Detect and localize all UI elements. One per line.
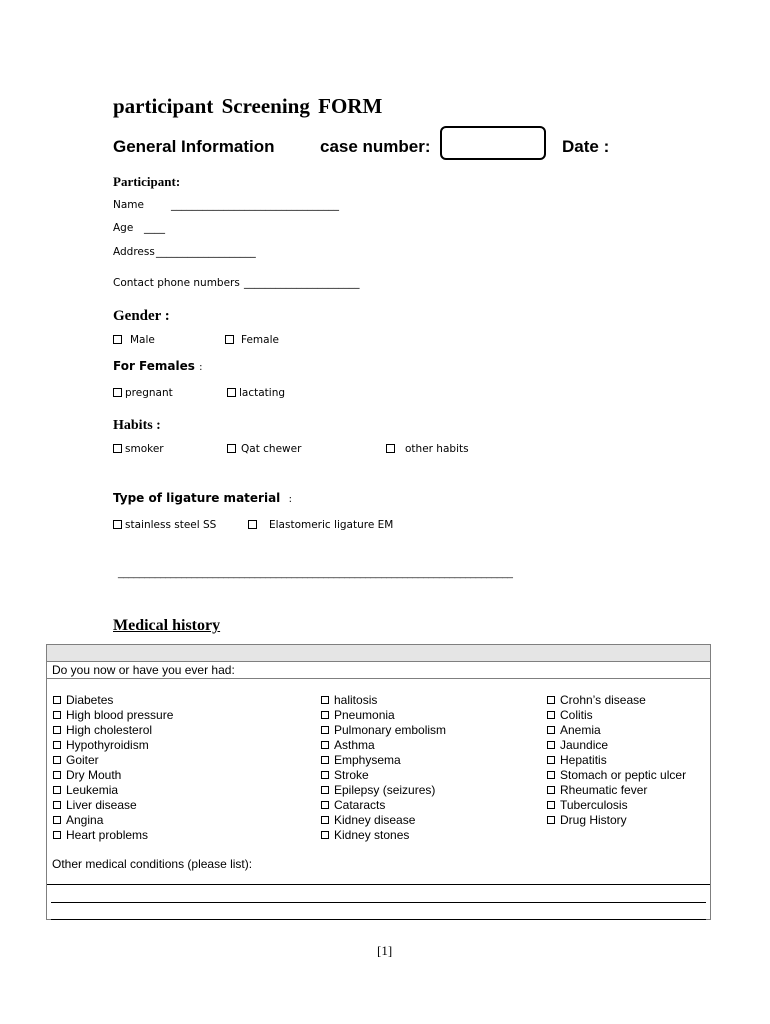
other-conditions-line[interactable] bbox=[51, 919, 706, 920]
checkbox-icon[interactable] bbox=[53, 741, 61, 749]
condition-item[interactable]: Epilepsy (seizures) bbox=[321, 783, 446, 798]
female-option-label: lactating bbox=[239, 387, 286, 399]
condition-item[interactable]: Cataracts bbox=[321, 798, 446, 813]
for-females-label: For Females bbox=[113, 359, 195, 373]
condition-item[interactable]: Kidney disease bbox=[321, 813, 446, 828]
ligature-option-label: stainless steel SS bbox=[125, 519, 217, 531]
checkbox-icon[interactable] bbox=[53, 831, 61, 839]
checkbox-icon[interactable] bbox=[321, 741, 329, 749]
checkbox-icon[interactable] bbox=[547, 696, 555, 704]
checkbox-icon[interactable] bbox=[547, 741, 555, 749]
condition-item[interactable]: Pulmonary embolism bbox=[321, 723, 446, 738]
condition-item[interactable]: Emphysema bbox=[321, 753, 446, 768]
conditions-column-3 bbox=[547, 693, 686, 828]
name-label: Name bbox=[113, 199, 144, 211]
table-divider-line bbox=[47, 884, 710, 885]
checkbox-icon[interactable] bbox=[53, 771, 61, 779]
medical-history-heading: Medical history bbox=[113, 617, 221, 634]
for-females-heading bbox=[113, 359, 202, 373]
checkbox-icon[interactable] bbox=[321, 801, 329, 809]
phone-label: Contact phone numbers bbox=[113, 277, 240, 289]
condition-item[interactable]: Crohn’s disease bbox=[547, 693, 686, 708]
checkbox-icon[interactable] bbox=[321, 816, 329, 824]
condition-item[interactable]: Kidney stones bbox=[321, 828, 446, 843]
case-number-label: case number: bbox=[320, 137, 431, 156]
condition-item[interactable]: Hypothyroidism bbox=[53, 738, 173, 753]
checkbox-icon[interactable] bbox=[113, 335, 122, 344]
checkbox-icon[interactable] bbox=[547, 786, 555, 794]
ligature-option-ss[interactable] bbox=[113, 519, 216, 531]
conditions-column-1 bbox=[53, 693, 173, 843]
condition-item[interactable]: High cholesterol bbox=[53, 723, 173, 738]
condition-item[interactable]: Goiter bbox=[53, 753, 173, 768]
checkbox-icon[interactable] bbox=[53, 726, 61, 734]
female-option-lactating[interactable] bbox=[227, 387, 285, 399]
checkbox-icon[interactable] bbox=[248, 520, 257, 529]
checkbox-icon[interactable] bbox=[547, 771, 555, 779]
checkbox-icon[interactable] bbox=[547, 801, 555, 809]
checkbox-icon[interactable] bbox=[547, 726, 555, 734]
checkbox-icon[interactable] bbox=[321, 831, 329, 839]
case-number-field[interactable] bbox=[440, 126, 546, 160]
other-conditions-label: Other medical conditions (please list): bbox=[52, 857, 253, 871]
checkbox-icon[interactable] bbox=[386, 444, 395, 453]
condition-item[interactable]: Dry Mouth bbox=[53, 768, 173, 783]
checkbox-icon[interactable] bbox=[53, 816, 61, 824]
ligature-label: Type of ligature material bbox=[113, 491, 281, 505]
condition-item[interactable]: Stroke bbox=[321, 768, 446, 783]
section-separator: ___________________________________________________________________________ bbox=[118, 568, 513, 579]
condition-item[interactable]: Colitis bbox=[547, 708, 686, 723]
date-label: Date : bbox=[562, 137, 610, 156]
checkbox-icon[interactable] bbox=[321, 756, 329, 764]
checkbox-icon[interactable] bbox=[113, 444, 122, 453]
ligature-option-label: Elastomeric ligature EM bbox=[269, 519, 394, 531]
checkbox-icon[interactable] bbox=[321, 711, 329, 719]
checkbox-icon[interactable] bbox=[321, 696, 329, 704]
condition-item[interactable]: Rheumatic fever bbox=[547, 783, 686, 798]
condition-item[interactable]: Pneumonia bbox=[321, 708, 446, 723]
condition-item[interactable]: High blood pressure bbox=[53, 708, 173, 723]
condition-item[interactable]: Angina bbox=[53, 813, 173, 828]
conditions-column-2 bbox=[321, 693, 446, 843]
condition-item[interactable]: Anemia bbox=[547, 723, 686, 738]
checkbox-icon[interactable] bbox=[321, 726, 329, 734]
habits-heading: Habits : bbox=[113, 418, 161, 433]
checkbox-icon[interactable] bbox=[53, 801, 61, 809]
table-header-bar bbox=[47, 645, 710, 662]
ligature-colon: : bbox=[288, 494, 293, 505]
address-label: Address bbox=[113, 246, 155, 258]
checkbox-icon[interactable] bbox=[53, 786, 61, 794]
checkbox-icon[interactable] bbox=[547, 756, 555, 764]
habit-option-label: Qat chewer bbox=[241, 443, 302, 455]
checkbox-icon[interactable] bbox=[321, 771, 329, 779]
checkbox-icon[interactable] bbox=[53, 711, 61, 719]
female-option-pregnant[interactable] bbox=[113, 387, 173, 399]
habit-option-other[interactable] bbox=[386, 443, 469, 455]
condition-item[interactable]: halitosis bbox=[321, 693, 446, 708]
medical-question: Do you now or have you ever had: bbox=[47, 661, 710, 679]
condition-item[interactable]: Drug History bbox=[547, 813, 686, 828]
address-field[interactable]: ___________________ bbox=[156, 246, 256, 258]
participant-heading: Participant: bbox=[113, 174, 181, 189]
page-number: [1] bbox=[377, 943, 393, 958]
age-label: Age bbox=[113, 222, 134, 234]
condition-item[interactable]: Liver disease bbox=[53, 798, 173, 813]
condition-item[interactable]: Tuberculosis bbox=[547, 798, 686, 813]
condition-item[interactable]: Stomach or peptic ulcer bbox=[547, 768, 686, 783]
checkbox-icon[interactable] bbox=[53, 756, 61, 764]
checkbox-icon[interactable] bbox=[547, 711, 555, 719]
gender-option-label: Female bbox=[241, 334, 279, 346]
habit-option-label: other habits bbox=[405, 443, 469, 455]
checkbox-icon[interactable] bbox=[227, 388, 236, 397]
medical-history-table bbox=[46, 644, 711, 920]
condition-item[interactable]: Leukemia bbox=[53, 783, 173, 798]
other-conditions-line[interactable] bbox=[51, 902, 706, 903]
habit-option-label: smoker bbox=[125, 443, 164, 455]
general-information-heading: General Information bbox=[113, 137, 275, 156]
age-field[interactable]: ____ bbox=[144, 222, 165, 234]
condition-item[interactable]: Heart problems bbox=[53, 828, 173, 843]
gender-heading: Gender : bbox=[113, 308, 170, 324]
checkbox-icon[interactable] bbox=[53, 696, 61, 704]
checkbox-icon[interactable] bbox=[113, 388, 122, 397]
condition-item[interactable]: Hepatitis bbox=[547, 753, 686, 768]
condition-item[interactable]: Asthma bbox=[321, 738, 446, 753]
gender-option-label: Male bbox=[130, 334, 155, 346]
checkbox-icon[interactable] bbox=[227, 444, 236, 453]
female-option-label: pregnant bbox=[125, 387, 173, 399]
ligature-option-em[interactable] bbox=[248, 519, 393, 531]
phone-field[interactable]: ______________________ bbox=[244, 277, 360, 289]
condition-item[interactable]: Diabetes bbox=[53, 693, 173, 708]
checkbox-icon[interactable] bbox=[113, 520, 122, 529]
ligature-heading bbox=[113, 491, 292, 505]
habit-option-qat-chewer[interactable] bbox=[227, 443, 301, 455]
for-females-colon: : bbox=[199, 362, 203, 373]
checkbox-icon[interactable] bbox=[547, 816, 555, 824]
name-field[interactable]: ________________________________ bbox=[171, 199, 339, 211]
condition-item[interactable]: Jaundice bbox=[547, 738, 686, 753]
gender-option-male[interactable] bbox=[113, 334, 155, 346]
checkbox-icon[interactable] bbox=[225, 335, 234, 344]
habit-option-smoker[interactable] bbox=[113, 443, 164, 455]
gender-option-female[interactable] bbox=[225, 334, 279, 346]
checkbox-icon[interactable] bbox=[321, 786, 329, 794]
form-title: participant Screening FORM bbox=[113, 94, 383, 118]
